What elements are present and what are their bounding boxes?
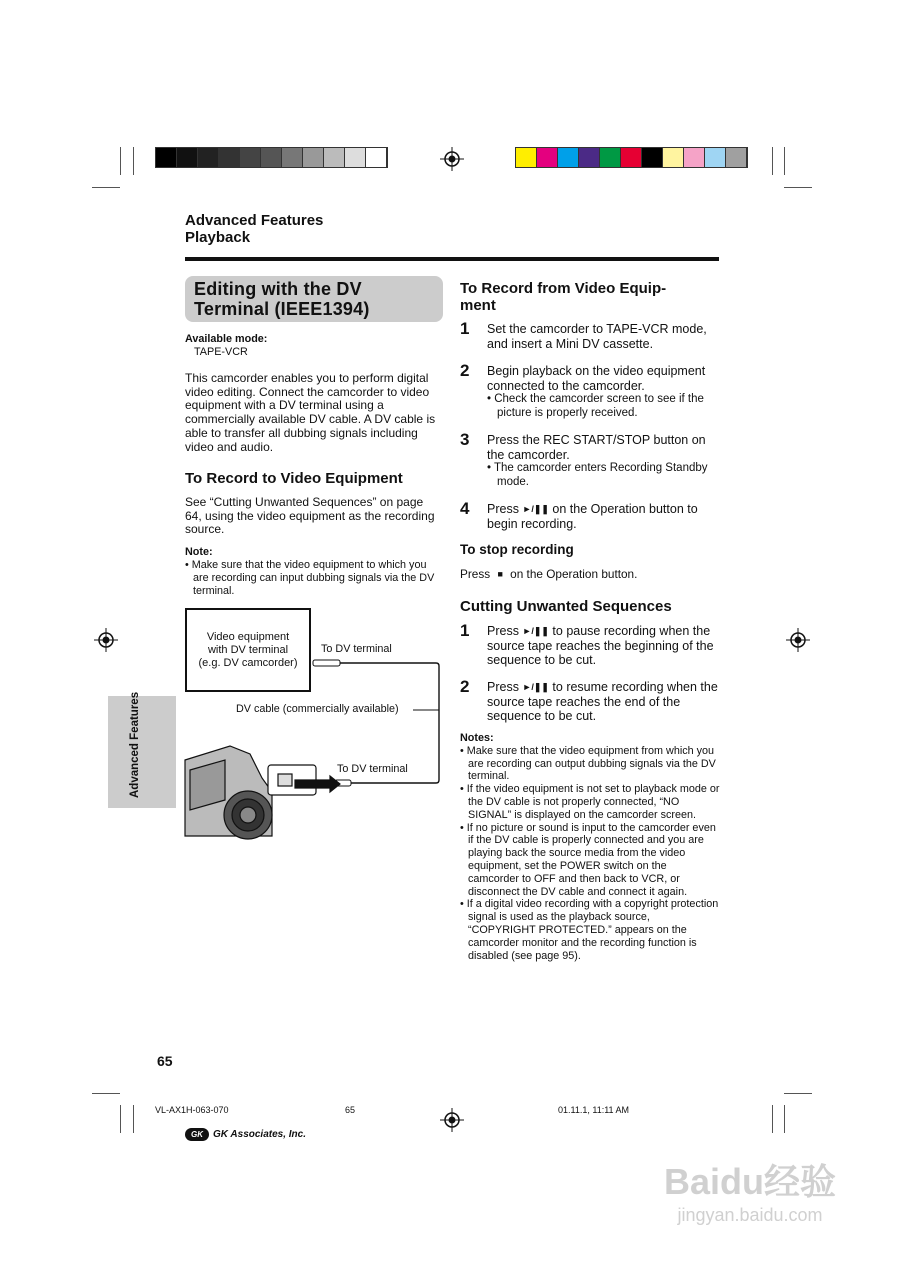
- crop-mark: [784, 1093, 812, 1094]
- registration-mark-icon: [786, 628, 810, 652]
- page-number: 65: [157, 1053, 173, 1069]
- dv-cable-diagram: [180, 650, 445, 840]
- color-swatch: [303, 148, 324, 167]
- step-number: 3: [460, 430, 470, 449]
- play-pause-icon: ►/❚❚: [522, 504, 549, 514]
- step-text: Set the camcorder to TAPE-VCR mode, and insert a Mini DV cassette.: [487, 322, 707, 351]
- record-to-body: See “Cutting Unwanted Sequences” on page 64, using the video equipment as the recording source.: [185, 495, 435, 537]
- notes-label: Notes:: [460, 732, 494, 744]
- step-number: 1: [460, 621, 470, 640]
- registration-mark-icon: [440, 147, 464, 171]
- play-pause-icon: ►/❚❚: [522, 682, 549, 692]
- color-swatch: [537, 148, 558, 167]
- color-swatch: [684, 148, 705, 167]
- step-text-a: Press: [487, 680, 519, 694]
- footer-code: VL-AX1H-063-070: [155, 1105, 229, 1115]
- color-swatch: [579, 148, 600, 167]
- color-swatch: [219, 148, 240, 167]
- color-swatch: [177, 148, 198, 167]
- header-rule: [185, 257, 719, 261]
- side-tab-label: Advanced Features: [129, 691, 141, 798]
- stop-text-b: on the Operation button.: [510, 567, 638, 581]
- available-mode-value: TAPE-VCR: [194, 345, 248, 358]
- box-line3: (e.g. DV camcorder): [198, 657, 298, 669]
- stop-heading: To stop recording: [460, 542, 574, 557]
- cable-plug-top: [313, 660, 340, 666]
- publisher-name: GK Associates, Inc.: [213, 1129, 306, 1140]
- page-title: [194, 279, 370, 319]
- step-text-a: Press: [487, 502, 519, 516]
- box-line1: Video equipment: [206, 631, 290, 643]
- record-to-note-label: Note:: [185, 546, 213, 558]
- cutting-heading: Cutting Unwanted Sequences: [460, 598, 672, 615]
- step-bullet: • The camcorder enters Recording Standby mode.: [487, 462, 708, 488]
- title-line1: Editing with the DV: [194, 279, 362, 299]
- available-mode-label: Available mode:: [185, 333, 268, 345]
- crop-mark: [92, 1093, 120, 1094]
- title-line2: Terminal (IEEE1394): [194, 299, 370, 319]
- crop-mark: [120, 147, 121, 175]
- watermark-brand: Baidu经验: [663, 1161, 836, 1202]
- crop-mark: [92, 187, 120, 188]
- crop-mark: [784, 187, 812, 188]
- record-to-note: • Make sure that the video equipment to which you are recording can input dubbing signals via the DV terminal.: [185, 559, 435, 597]
- record-from-heading: [460, 280, 722, 314]
- step-bullet: • Check the camcorder screen to see if the picture is properly received.: [487, 393, 704, 419]
- process-color-bar: [515, 147, 748, 168]
- step-text-b: on the Operation button to begin recording.: [487, 502, 698, 531]
- step-text: [487, 624, 723, 668]
- publisher-logo-icon: GK: [185, 1128, 209, 1141]
- camcorder-illustration: [185, 746, 340, 839]
- step-text-a: Press: [487, 624, 519, 638]
- header-line2: Playback: [185, 229, 251, 246]
- step-text: [487, 680, 723, 724]
- color-swatch: [621, 148, 642, 167]
- registration-mark-icon: [440, 1108, 464, 1132]
- publisher-credit: [185, 1128, 306, 1141]
- dv-cable: [340, 663, 439, 783]
- record-from-heading-line2: ment: [460, 297, 496, 314]
- color-swatch: [642, 148, 663, 167]
- notes: [460, 732, 720, 962]
- available-mode: [185, 333, 443, 359]
- color-swatch: [240, 148, 261, 167]
- crop-mark: [772, 147, 773, 175]
- baidu-watermark: [640, 1160, 860, 1226]
- color-swatch: [366, 148, 387, 167]
- color-swatch: [663, 148, 684, 167]
- footer-date: 01.11.1, 11:11 AM: [558, 1105, 630, 1115]
- footer-page: 65: [345, 1105, 356, 1115]
- step-number: 4: [460, 499, 470, 518]
- color-swatch: [516, 148, 537, 167]
- note-item: • If the video equipment is not set to playback mode or the DV cable is not properly connected, “NO SIGNAL” is displayed on the camcorder screen.: [460, 783, 720, 821]
- color-swatch: [261, 148, 282, 167]
- step-number: 2: [460, 677, 470, 696]
- registration-mark-icon: [94, 628, 118, 652]
- crop-mark: [772, 1105, 773, 1133]
- stop-text: [460, 567, 722, 582]
- step-text-b: to pause recording when the source tape reaches the beginning of the sequence to be cut.: [487, 624, 714, 667]
- watermark-url: jingyan.baidu.com: [677, 1205, 823, 1225]
- color-swatch: [324, 148, 345, 167]
- section-header: [185, 212, 323, 246]
- intro-paragraph: This camcorder enables you to perform digital video editing. Connect the camcorder to video equipment with a DV terminal using a commercially available DV cable. A DV cable is able to transfer all dubbing signals including video and audio.: [185, 371, 436, 454]
- step-number: 2: [460, 361, 470, 380]
- stop-text-a: Press: [460, 567, 491, 581]
- color-swatch: [705, 148, 726, 167]
- header-line1: Advanced Features: [185, 212, 324, 229]
- color-swatch: [156, 148, 177, 167]
- crop-mark: [133, 1105, 134, 1133]
- step-text: [487, 502, 723, 531]
- box-line2: with DV terminal: [207, 644, 289, 656]
- color-swatch: [558, 148, 579, 167]
- step-number: 1: [460, 319, 470, 338]
- color-swatch: [345, 148, 366, 167]
- step-body: [487, 364, 723, 420]
- record-from-heading-line1: To Record from Video Equip-: [460, 280, 667, 297]
- label-cable: DV cable (commercially available): [236, 703, 399, 715]
- crop-mark: [784, 147, 785, 175]
- note-item: • Make sure that the video equipment from which you are recording can output dubbing signals via the DV terminal.: [460, 744, 716, 783]
- page-title-box: [185, 276, 443, 322]
- step-text: Press the REC START/STOP button on the camcorder.: [487, 433, 706, 462]
- color-swatch: [726, 148, 747, 167]
- step-body: [487, 433, 723, 489]
- gray-color-bar: [155, 147, 388, 168]
- record-to-heading: To Record to Video Equipment: [185, 470, 403, 487]
- color-swatch: [600, 148, 621, 167]
- color-swatch: [282, 148, 303, 167]
- label-terminal-top: To DV terminal: [321, 643, 392, 655]
- note-item: • If no picture or sound is input to the camcorder even if the DV cable is properly connected and you are playing back the source media from the video equipment, set the POWER switch on the camcorder to OFF and then back to VCR, or disconnect the DV cable and connect it again.: [460, 821, 716, 898]
- step-text: Begin playback on the video equipment connected to the camcorder.: [487, 364, 706, 393]
- crop-mark: [120, 1105, 121, 1133]
- crop-mark: [133, 147, 134, 175]
- label-terminal-bottom: To DV terminal: [337, 763, 408, 775]
- note-item: • If a digital video recording with a copyright protection signal is used as the playback source, “COPYRIGHT PROTECTED.” appears on the camcorder monitor and the recording function is disabled (see page 95).: [460, 898, 719, 962]
- side-tab: [108, 691, 176, 808]
- stop-icon: ■: [497, 569, 503, 579]
- play-pause-icon: ►/❚❚: [522, 626, 549, 636]
- crop-mark: [784, 1105, 785, 1133]
- step-text-b: to resume recording when the source tape reaches the end of the sequence to be cut.: [487, 680, 718, 723]
- color-swatch: [198, 148, 219, 167]
